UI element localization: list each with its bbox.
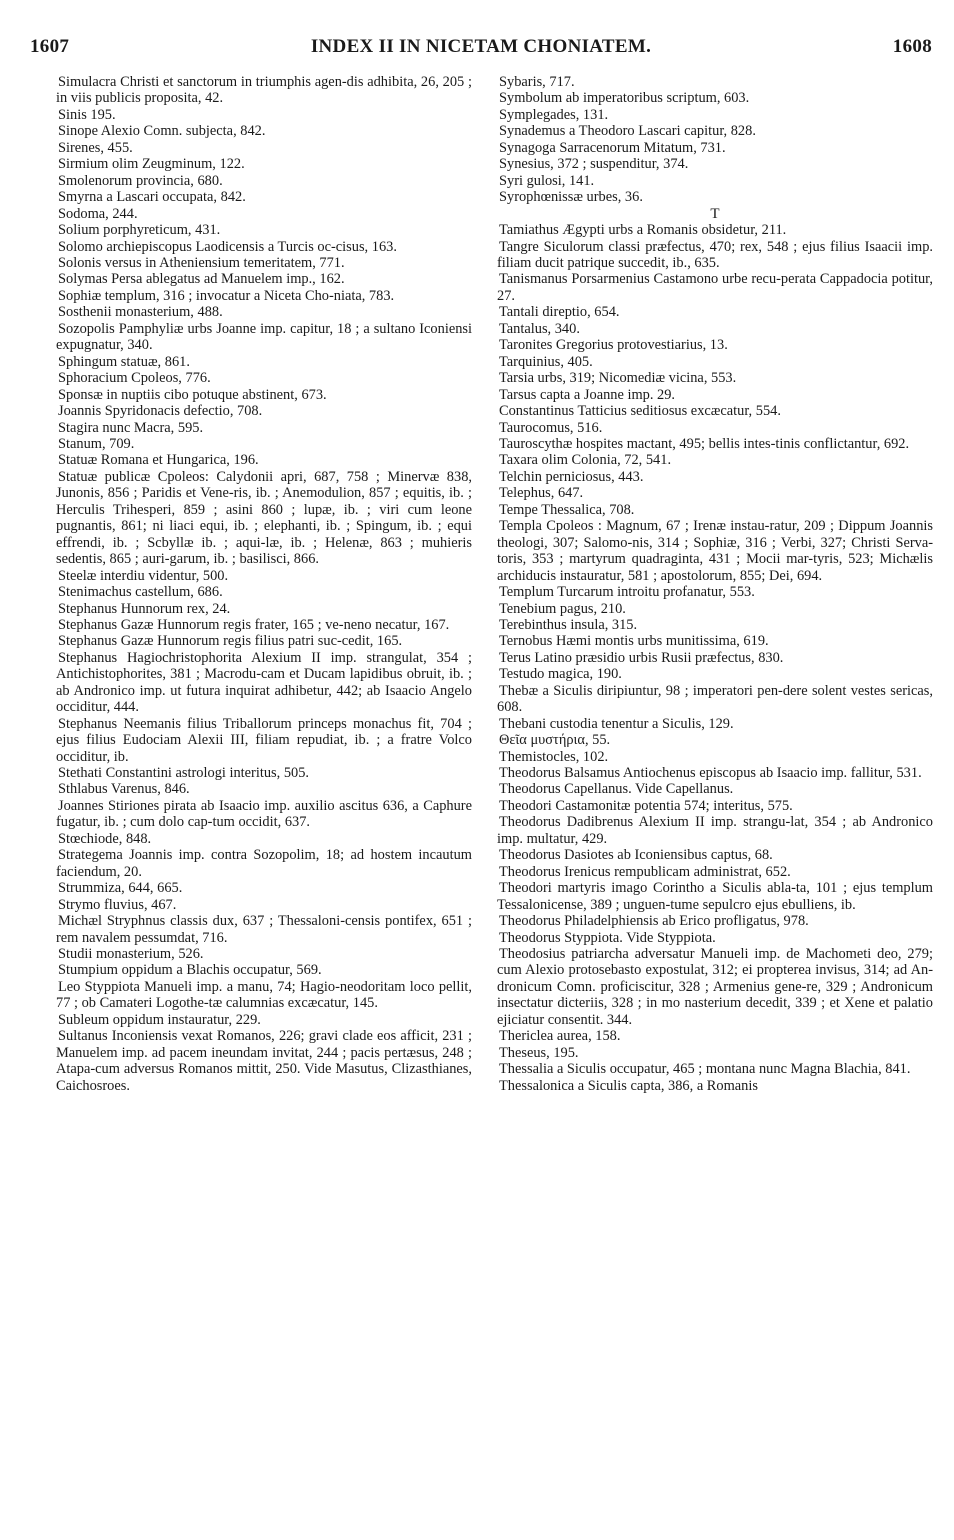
index-entry: Smolenorum provincia, 680. [58, 172, 223, 189]
index-entry: Michæl Stryphnus classis dux, 637 ; Thessaloni-censis pontifex, 651 ; rem navalem pessumdat, 716. [56, 913, 472, 946]
index-entry: Constantinus Tatticius seditiosus excæcatur, 554. [499, 403, 781, 420]
index-entry: Theodorus Irenicus rempublicam administrat, 652. [499, 863, 791, 880]
index-entry: Theodorus Styppiota. Vide Styppiota. [499, 929, 716, 946]
index-entry: Sponsæ in nuptiis cibo potuque abstinent, 673. [58, 386, 327, 403]
index-entry: Telchin perniciosus, 443. [499, 468, 644, 485]
index-entry: Θεῖα μυστήρια, 55. [499, 732, 611, 749]
index-entry: Sosthenii monasterium, 488. [58, 304, 223, 321]
index-entry: Tempe Thessalica, 708. [499, 501, 635, 518]
index-entry: Stephanus Neemanis filius Triballorum princeps monachus fit, 704 ; ejus filius Eudociam Alexii III, filiam repudiat, ib. ; a fratre Volco occiditur, ib. [56, 715, 472, 765]
left-column [56, 74, 472, 1094]
index-entry: Joannis Spyridonacis defectio, 708. [58, 403, 263, 420]
index-entry: Sodoma, 244. [58, 205, 138, 222]
index-entry: Symplegades, 131. [499, 106, 609, 123]
index-entry: Tarsus capta a Joanne imp. 29. [499, 386, 676, 403]
index-entry: Tenebium pagus, 210. [499, 600, 626, 617]
index-entry: Sthlabus Varenus, 846. [58, 781, 190, 798]
index-entry: Simulacra Christi et sanctorum in triumphis agen-dis adhibita, 26, 205 ; in viis publicis proposita, 42. [56, 74, 472, 107]
page-number-right: 1608 [892, 36, 932, 57]
right-column-s-entries [497, 74, 933, 206]
index-entry: Stagira nunc Macra, 595. [58, 419, 204, 436]
index-entry: Stephanus Gazæ Hunnorum regis frater, 165 ; ve-neno necatur, 167. [58, 616, 450, 633]
index-entry: Theodosius patriarcha adversatur Manueli imp. de Machometi deo, 279; cum Alexio protosebasto expostulat, 312; ei propterea invisus, 314; ad An-dronicum Comn. proficiscitur, 328 ; Armenius gene-re, 329 ; Andronicum insectatur dicteriis, 328 ; in mo nasterium decedit, 339 ; et Xene et palatio ejiciatur consentit. 344. [497, 946, 933, 1028]
index-entry: Tarquinius, 405. [499, 353, 593, 370]
index-entry: Symbolum ab imperatoribus scriptum, 603. [499, 90, 750, 107]
index-entry: Stethati Constantini astrologi interitus, 505. [58, 765, 310, 782]
right-column [497, 74, 933, 1094]
index-entry: Tangre Siculorum classi præfectus, 470; rex, 548 ; ejus filius Isaacii imp. filiam ducit patrique succedit, ib., 635. [497, 238, 933, 271]
index-entry: Studii monasterium, 526. [58, 946, 204, 963]
index-entry: Sozopolis Pamphyliæ urbs Joanne imp. capitur, 18 ; a sultano Iconiensi expugnatur, 340. [56, 320, 472, 354]
index-entry: Theodori Castamonitæ potentia 574; interitus, 575. [499, 797, 793, 814]
index-entry: Synademus a Theodoro Lascari capitur, 828. [499, 123, 756, 140]
index-entry: Tamiathus Ægypti urbs a Romanis obsidetur, 211. [499, 222, 787, 239]
index-entry: Stumpium oppidum a Blachis occupatur, 569. [58, 962, 322, 979]
index-entry: Terebinthus insula, 315. [499, 616, 638, 633]
index-entry: Stœchiode, 848. [58, 830, 152, 847]
index-entry: Sirmium olim Zeugminum, 122. [58, 156, 245, 173]
index-entry: Joannes Stiriones pirata ab Isaacio imp. auxilio ascitus 636, a Caphure fugatur, ib. ; cum dolo cap-tum occidit, 637. [56, 797, 472, 831]
index-entry: Taurocomus, 516. [499, 419, 603, 436]
index-entry: Solium porphyreticum, 431. [58, 222, 221, 239]
index-entry: Theseus, 195. [499, 1044, 579, 1061]
index-entry: Testudo magica, 190. [499, 666, 622, 683]
index-entry: Synesius, 372 ; suspenditur, 374. [499, 156, 689, 173]
page-header [30, 36, 932, 62]
right-column-t-entries [497, 222, 933, 1094]
index-entry: Synagoga Sarracenorum Mitatum, 731. [499, 139, 726, 156]
index-entry: Stephanus Hagiochristophorita Alexium II imp. strangulat, 354 ; Antichistophorites, 381 ; Macrodu-cam et Ducam lapidibus obruit, ib. ; ab Andronico imp. ut futura inquirat adhibetur, 442; ab Isaacio Angelo occiditur, 444. [56, 649, 472, 716]
index-entry: Stanum, 709. [58, 435, 135, 452]
index-entry: Tantalus, 340. [499, 320, 580, 337]
index-entry: Theodorus Dadibrenus Alexium II imp. strangu-lat, 354 ; ab Andronico imp. multatur, 429. [497, 814, 933, 847]
index-entry: Tantali direptio, 654. [499, 304, 620, 321]
index-entry: Tanismanus Porsarmenius Castamono urbe recu-perata Cappadocia potitur, 27. [497, 271, 933, 304]
index-entry: Tauroscythæ hospites mactant, 495; bellis intes-tinis conflictantur, 692. [499, 435, 910, 452]
index-entry: Strategema Joannis imp. contra Sozopolim, 18; ad hostem incautum faciendum, 20. [56, 847, 472, 880]
page-title: INDEX II IN NICETAM CHONIATEM. [310, 36, 652, 57]
index-entry: Leo Styppiota Manueli imp. a manu, 74; Hagio-neodoritam loco pellit, 77 ; ob Camateri Logothe-tæ calumnias excæcatur, 145. [56, 978, 472, 1012]
index-entry: Syri gulosi, 141. [499, 172, 595, 189]
page-number-left: 1607 [30, 36, 70, 57]
index-entry: Smyrna a Lascari occupata, 842. [58, 189, 246, 206]
index-entry: Statuæ Romana et Hungarica, 196. [58, 452, 259, 469]
index-entry: Theodorus Capellanus. Vide Capellanus. [499, 781, 734, 798]
index-entry: Sinis 195. [58, 106, 116, 123]
index-entry: Sybaris, 717. [499, 74, 575, 90]
index-entry: Taxara olim Colonia, 72, 541. [499, 452, 672, 469]
index-entry: Stephanus Gazæ Hunnorum regis filius patri suc-cedit, 165. [58, 633, 403, 650]
index-entry: Templum Turcarum introitu profanatur, 553. [499, 584, 755, 601]
index-entry: Ternobus Hæmi montis urbs munitissima, 619. [499, 633, 769, 650]
index-entry: Terus Latino præsidio urbis Rusii præfectus, 830. [499, 649, 784, 666]
index-entry: Thessalonica a Siculis capta, 386, a Romanis [499, 1077, 758, 1094]
index-entry: Solomo archiepiscopus Laodicensis a Turcis oc-cisus, 163. [58, 238, 397, 255]
index-entry: Sphoracium Cpoleos, 776. [58, 370, 211, 387]
index-entry: Telephus, 647. [499, 485, 584, 502]
index-entry: Solonis versus in Atheniensium temeritatem, 771. [58, 254, 345, 271]
index-entry: Thebani custodia tenentur a Siculis, 129. [499, 715, 734, 732]
index-entry: Tarsia urbs, 319; Nicomediæ vicina, 553. [499, 370, 737, 387]
index-entry: Theodorus Balsamus Antiochenus episcopus ab Isaacio imp. fallitur, 531. [499, 765, 922, 782]
index-entry: Thericlea aurea, 158. [499, 1028, 621, 1045]
index-entry: Strymo fluvius, 467. [58, 896, 177, 913]
index-entry: Themistocles, 102. [499, 748, 609, 765]
index-entry: Theodori martyris imago Corintho a Siculis abla-ta, 101 ; ejus templum Tessalonicense, 389 ; unguen-tume sepulcro ejus ebulliens, ib. [497, 880, 933, 913]
index-entry: Sinope Alexio Comn. subjecta, 842. [58, 123, 266, 140]
index-entry: Theodorus Philadelphiensis ab Erico profligatus, 978. [499, 913, 809, 930]
index-entry: Thebæ a Siculis diripiuntur, 98 ; imperatori pen-dere solent vestes sericas, 608. [497, 682, 933, 716]
index-entry: Stephanus Hunnorum rex, 24. [58, 600, 231, 617]
index-entry: Steelæ interdiu videntur, 500. [58, 567, 229, 584]
index-entry: Sultanus Inconiensis vexat Romanos, 226; gravi clade eos afficit, 231 ; Manuelem imp. ad pacem ineundam invitat, 244 ; pacis pertæsus, 248 ; Atapa-cum adversus Romanos mittit, 250. Vide Masutus, Clizasthianes, Caichosroes. [56, 1028, 472, 1094]
index-entry: Thessalia a Siculis occupatur, 465 ; montana nunc Magna Blachia, 841. [499, 1061, 911, 1078]
index-entry: Statuæ publicæ Cpoleos: Calydonii apri, 687, 758 ; Minervæ 838, Junonis, 856 ; Paridis et Vene-ris, ib. ; Anemodulion, 857 ; equitis, ib. ; Herculis Trihesperi, 859 ; asini 860 ; lupæ, ib. ; viri cum leone pugnantis, 861; ni liaci equi, ib. ; elephanti, ib. ; Spingum, ib. ; equi effrendi, ib. ; Scbyllæ ib. ; aqui-læ, ib. ; Helenæ, 863 ; muhieris sedentis, 865 ; auri-garum, ib. ; basilisci, 866. [56, 468, 472, 568]
index-entry: Sphingum statuæ, 861. [58, 353, 190, 370]
index-entry: Taronites Gregorius protovestiarius, 13. [499, 337, 728, 354]
index-entry: Subleum oppidum instauratur, 229. [58, 1011, 261, 1028]
index-entry: Solymas Persa ablegatus ad Manuelem imp., 162. [58, 271, 345, 288]
section-letter: T [710, 205, 720, 222]
index-entry: Syrophœnissæ urbes, 36. [499, 189, 643, 206]
index-entry: Theodorus Dasiotes ab Iconiensibus captus, 68. [499, 847, 773, 864]
index-entry: Strummiza, 644, 665. [58, 880, 183, 897]
index-entry: Sophiæ templum, 316 ; invocatur a Niceta Cho-niata, 783. [58, 287, 395, 304]
index-entry: Sirenes, 455. [58, 139, 133, 156]
index-entry: Templa Cpoleos : Magnum, 67 ; Irenæ instau-ratur, 209 ; Dippum Joannis theologi, 307; Salomo-nis, 314 ; Sophiæ, 316 ; Verbi, 327; Christi Serva-toris, 353 ; martyrum quadraginta, 431 ; Mocii mar-tyris, 523; Michælis archiducis instauratur, 581 ; apostolorum, 855; Dei, 694. [497, 518, 933, 584]
index-entry: Stenimachus castellum, 686. [58, 584, 223, 601]
